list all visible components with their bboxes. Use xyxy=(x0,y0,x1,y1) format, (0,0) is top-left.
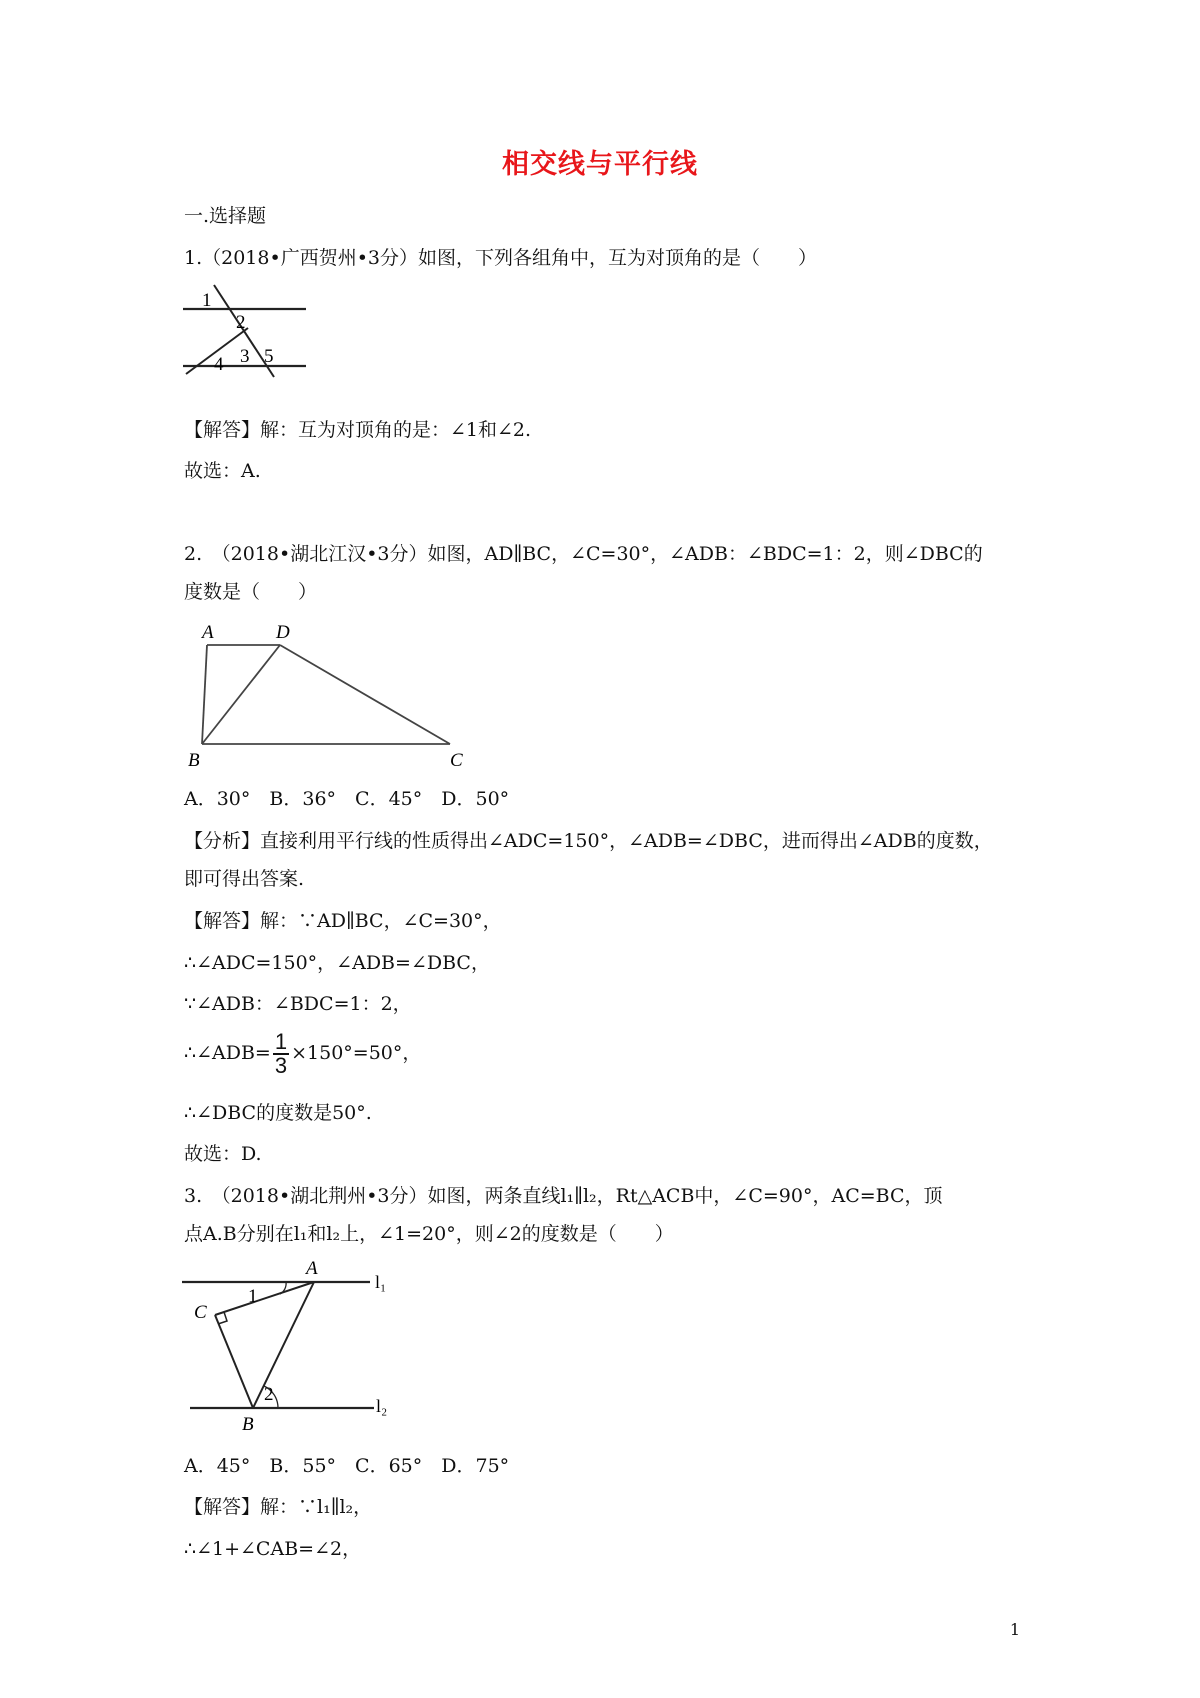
q1-label-2: 2 xyxy=(236,312,246,333)
q2-analysis-line2: 即可得出答案. xyxy=(184,868,305,890)
section-heading: 一.选择题 xyxy=(184,205,267,227)
q2-label-D: D xyxy=(276,622,290,643)
q3-label-C: C xyxy=(194,1302,207,1323)
q2-options: A．30° B．36° C．45° D．50° xyxy=(184,788,510,810)
q3-label-1: 1 xyxy=(248,1286,258,1307)
q2-solution-4 xyxy=(184,1030,421,1077)
q2-choice: 故选：D. xyxy=(184,1143,262,1165)
q3-label-2: 2 xyxy=(264,1384,274,1405)
q3-label-B: B xyxy=(242,1414,254,1433)
fraction-denominator: 3 xyxy=(274,1053,288,1078)
q3-label-l2: l₂ xyxy=(376,1396,388,1416)
q1-answer: 【解答】解：互为对顶角的是：∠1和∠2. xyxy=(184,419,532,441)
fraction-numerator: 1 xyxy=(274,1029,288,1054)
page-number: 1 xyxy=(1009,1620,1020,1639)
q3-solution-1: 【解答】解：∵l₁∥l₂， xyxy=(184,1496,373,1518)
q1-stem: 1.（2018•广西贺州•3分）如图，下列各组角中，互为对顶角的是（ ） xyxy=(184,247,817,269)
q2-solution-3: ∵∠ADB：∠BDC=1：2， xyxy=(184,993,412,1015)
q2-solution-1: 【解答】解：∵AD∥BC，∠C=30°， xyxy=(184,910,502,932)
q2-solution-5: ∴∠DBC的度数是50°. xyxy=(184,1102,372,1124)
q2-solution-4-post: ×150°=50°， xyxy=(291,1042,422,1064)
q2-stem-line2: 度数是（ ） xyxy=(184,581,318,603)
q1-choice: 故选：A. xyxy=(184,460,261,482)
q2-label-C: C xyxy=(450,750,463,770)
q2-solution-4-pre: ∴∠ADB= xyxy=(184,1042,271,1064)
q3-figure xyxy=(178,1258,418,1433)
q3-stem-line1: 3. （2018•湖北荆州•3分）如图，两条直线l₁∥l₂，Rt△ACB中，∠C=90°，AC=BC，顶 xyxy=(184,1185,943,1207)
q2-label-A: A xyxy=(202,622,214,643)
q1-label-1: 1 xyxy=(202,290,212,311)
q2-figure xyxy=(180,620,470,770)
q1-figure xyxy=(178,282,318,378)
page-title: 相交线与平行线 xyxy=(502,149,698,180)
q1-label-3: 3 xyxy=(240,346,250,367)
q3-label-A: A xyxy=(306,1258,318,1279)
q3-stem-line2: 点A.B分别在l₁和l₂上，∠1=20°，则∠2的度数是（ ） xyxy=(184,1223,674,1245)
q3-options: A．45° B．55° C．65° D．75° xyxy=(184,1455,510,1477)
q2-solution-2: ∴∠ADC=150°，∠ADB=∠DBC， xyxy=(184,952,490,974)
q1-label-5: 5 xyxy=(264,346,274,367)
q3-label-l1: l₁ xyxy=(375,1272,387,1292)
q2-label-B: B xyxy=(188,750,200,770)
fraction xyxy=(273,1031,289,1077)
q2-analysis-line1: 【分析】直接利用平行线的性质得出∠ADC=150°，∠ADB=∠DBC，进而得出∠ADB的度数， xyxy=(184,830,993,852)
q1-label-4: 4 xyxy=(214,354,224,375)
q3-solution-2: ∴∠1+∠CAB=∠2， xyxy=(184,1538,362,1560)
q2-stem-line1: 2. （2018•湖北江汉•3分）如图，AD∥BC，∠C=30°，∠ADB：∠BDC=1：2，则∠DBC的 xyxy=(184,543,983,565)
